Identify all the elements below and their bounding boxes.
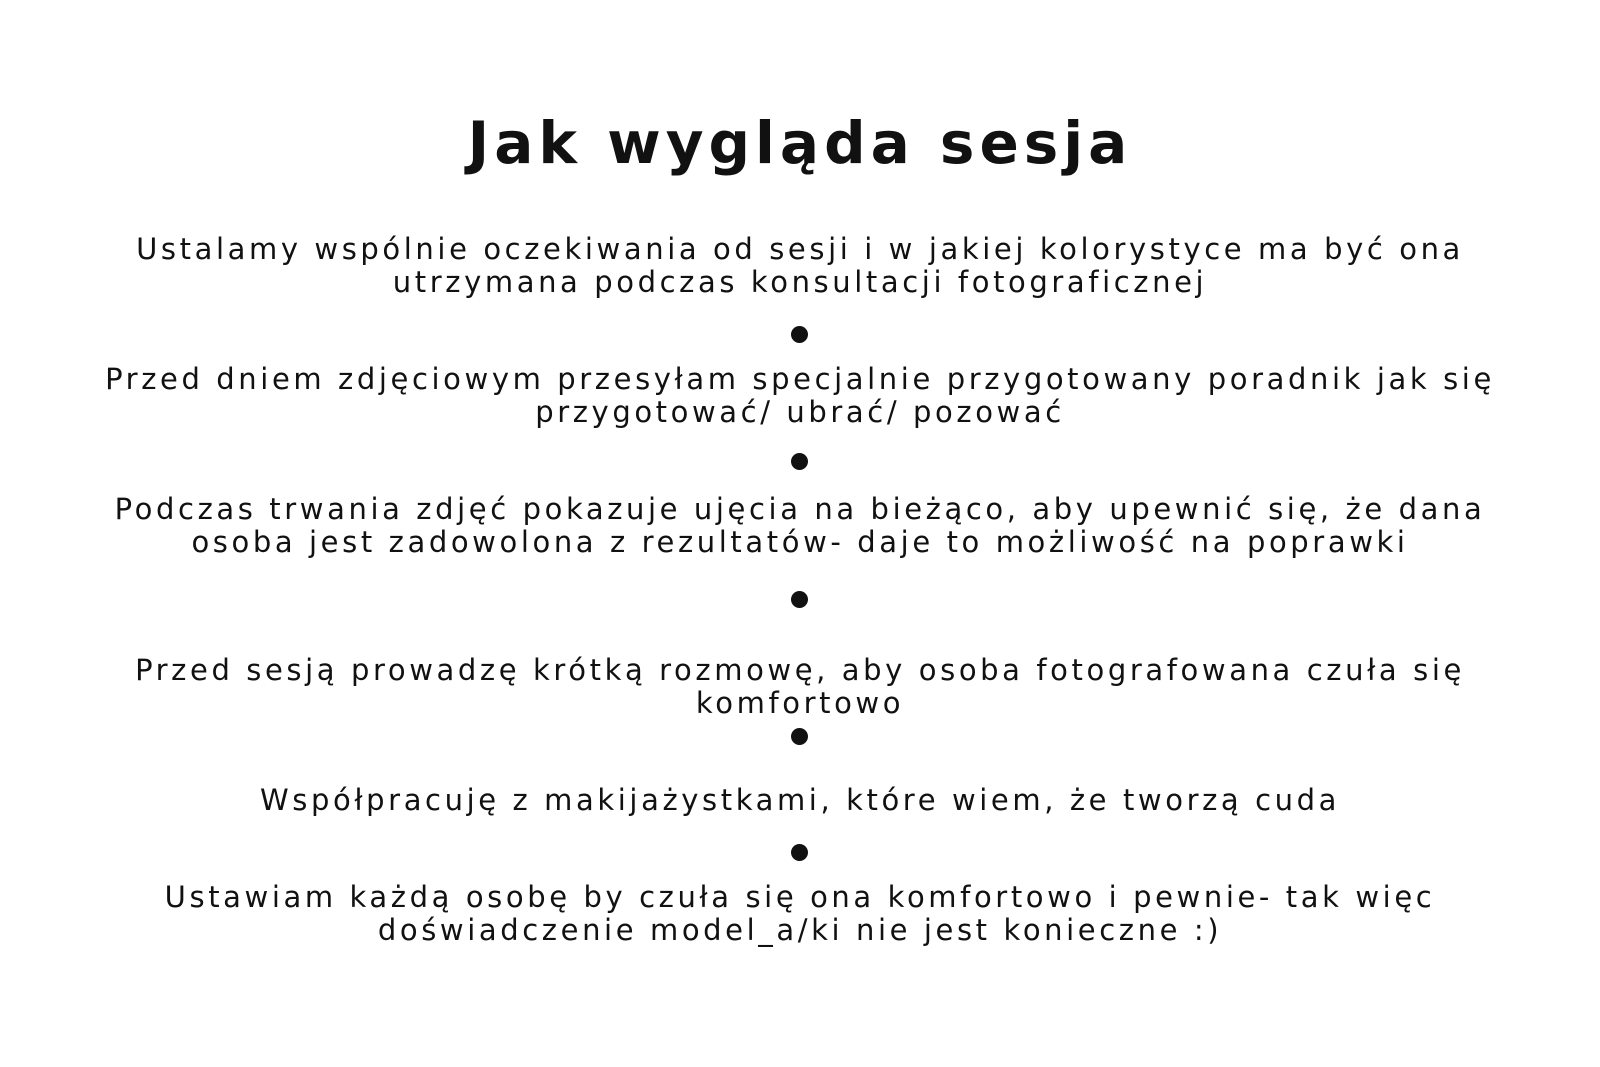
separator-dot xyxy=(791,453,808,470)
page-title: Jak wygląda sesja xyxy=(467,109,1133,177)
separator-dot xyxy=(791,326,808,343)
step-consultation: Ustalamy wspólnie oczekiwania od sesji i w jakiej kolorystyce ma być ona utrzymana podczas konsultacji fotograficznej xyxy=(136,232,1464,299)
step-guide: Przed dniem zdjęciowym przesyłam specjalnie przygotowany poradnik jak się przygotować/ ubrać/ pozować xyxy=(105,362,1495,429)
step-live-preview: Podczas trwania zdjęć pokazuje ujęcia na bieżąco, aby upewnić się, że dana osoba jest zadowolona z rezultatów- daje to możliwość na poprawki xyxy=(114,492,1486,559)
step-posing: Ustawiam każdą osobę by czuła się ona komfortowo i pewnie- tak więc doświadczenie model_a/ki nie jest konieczne :) xyxy=(164,880,1436,947)
step-conversation: Przed sesją prowadzę krótką rozmowę, aby osoba fotografowana czuła się komfortowo xyxy=(135,653,1465,720)
separator-dot xyxy=(791,591,808,608)
step-makeup-artists: Współpracuję z makijażystkami, które wiem, że tworzą cuda xyxy=(259,783,1341,817)
separator-dot xyxy=(791,728,808,745)
separator-dot xyxy=(791,844,808,861)
